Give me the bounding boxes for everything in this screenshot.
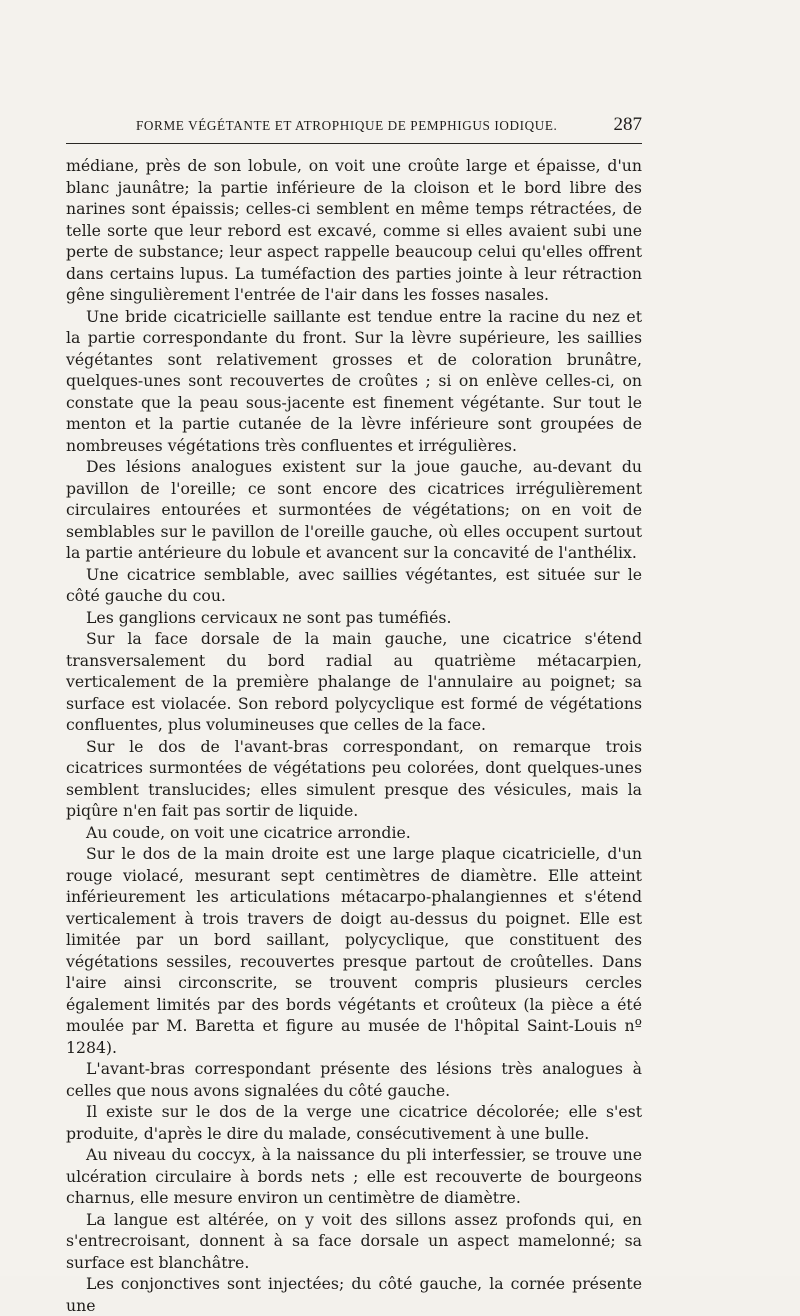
paragraph: Les ganglions cervicaux ne sont pas tuméfiés. [86, 607, 452, 627]
paragraph: Une bride cicatricielle saillante est tendue entre la racine du nez et la partie correspondante du front. Sur la lèvre supérieure, les saillies végétantes sont relativement grosses et de coloration brunâtre, quelques-unes sont recouvertes de croûtes ; si on enlève celles-ci, on constate que la peau sous-jacente est finement végétante. Sur tout le menton et la partie cutanée de la lèvre inférieure sont groupées de nombreuses végétations très confluentes et irrégulières. [66, 306, 642, 455]
paragraph: Les conjonctives sont injectées; du côté gauche, la cornée présente une [66, 1274, 642, 1315]
page-number: 287 [613, 114, 642, 135]
paragraph: La langue est altérée, on y voit des sillons assez profonds qui, en s'entrecroisant, donnent à sa face dorsale un aspect mamelonné; sa surface est blanchâtre. [66, 1209, 642, 1272]
paragraph: Des lésions analogues existent sur la joue gauche, au-devant du pavillon de l'oreille; ce sont encore des cicatrices irrégulièrement circulaires entourées et surmontées de végétations; on en voit de semblables sur le pavillon de l'oreille gauche, où elles occupent surtout la partie antérieure du lobule et avancent sur la concavité de l'anthélix. [66, 457, 642, 562]
paragraph: Au coude, on voit une cicatrice arrondie. [86, 822, 411, 842]
paragraph: médiane, près de son lobule, on voit une croûte large et épaisse, d'un blanc jaunâtre; la partie inférieure de la cloison et le bord libre des narines sont épaissis; celles-ci semblent en même temps rétractées, de telle sorte que leur rebord est excavé, comme si elles avaient subi une perte de substance; leur aspect rappelle beaucoup celui qu'elles offrent dans certains lupus. La tuméfaction des parties jointe à leur rétraction gêne singulièrement l'entrée de l'air dans les fosses nasales. [66, 156, 642, 304]
paragraph: Une cicatrice semblable, avec saillies végétantes, est située sur le côté gauche du cou. [66, 564, 642, 605]
paragraph: Il existe sur le dos de la verge une cicatrice décolorée; elle s'est produite, d'après le dire du malade, consécutivement à une bulle. [66, 1102, 642, 1143]
paragraph: Au niveau du coccyx, à la naissance du pli interfessier, se trouve une ulcération circulaire à bords nets ; elle est recouverte de bourgeons charnus, elle mesure environ un centimètre de diamètre. [66, 1145, 642, 1207]
paragraph: Sur le dos de la main droite est une large plaque cicatricielle, d'un rouge violacé, mesurant sept centimètres de diamètre. Elle atteint inférieurement les articulations métacarpo-phalangiennes et s'étend verticalement à trois travers de doigt au-dessus du poignet. Elle est limitée par un bord saillant, polycyclique, que constituent des végétations sessiles, recouvertes presque partout de croûtelles. Dans l'aire ainsi circonscrite, se trouvent compris plusieurs cercles également limités par des bords végétants et croûteux (la pièce a été moulée par M. Baretta et figure au musée de l'hôpital Saint-Louis nº 1284). [66, 844, 642, 1057]
paragraph: L'avant-bras correspondant présente des lésions très analogues à celles que nous avons signalées du côté gauche. [66, 1059, 642, 1100]
paragraph: Sur le dos de l'avant-bras correspondant, on remarque trois cicatrices surmontées de végétations peu colorées, dont quelques-unes semblent translucides; elles simulent presque des vésicules, mais la piqûre n'en fait pas sortir de liquide. [66, 736, 642, 820]
body-text [66, 155, 642, 1316]
header-rule [66, 143, 642, 144]
paragraph: Sur la face dorsale de la main gauche, une cicatrice s'étend transversalement du bord radial au quatrième métacarpien, verticalement de la première phalange de l'annulaire au poignet; sa surface est violacée. Son rebord polycyclique est formé de végétations confluentes, plus volumineuses que celles de la face. [66, 629, 642, 734]
running-title: FORME VÉGÉTANTE ET ATROPHIQUE DE PEMPHIGUS IODIQUE. [136, 118, 558, 133]
running-header [66, 114, 642, 138]
